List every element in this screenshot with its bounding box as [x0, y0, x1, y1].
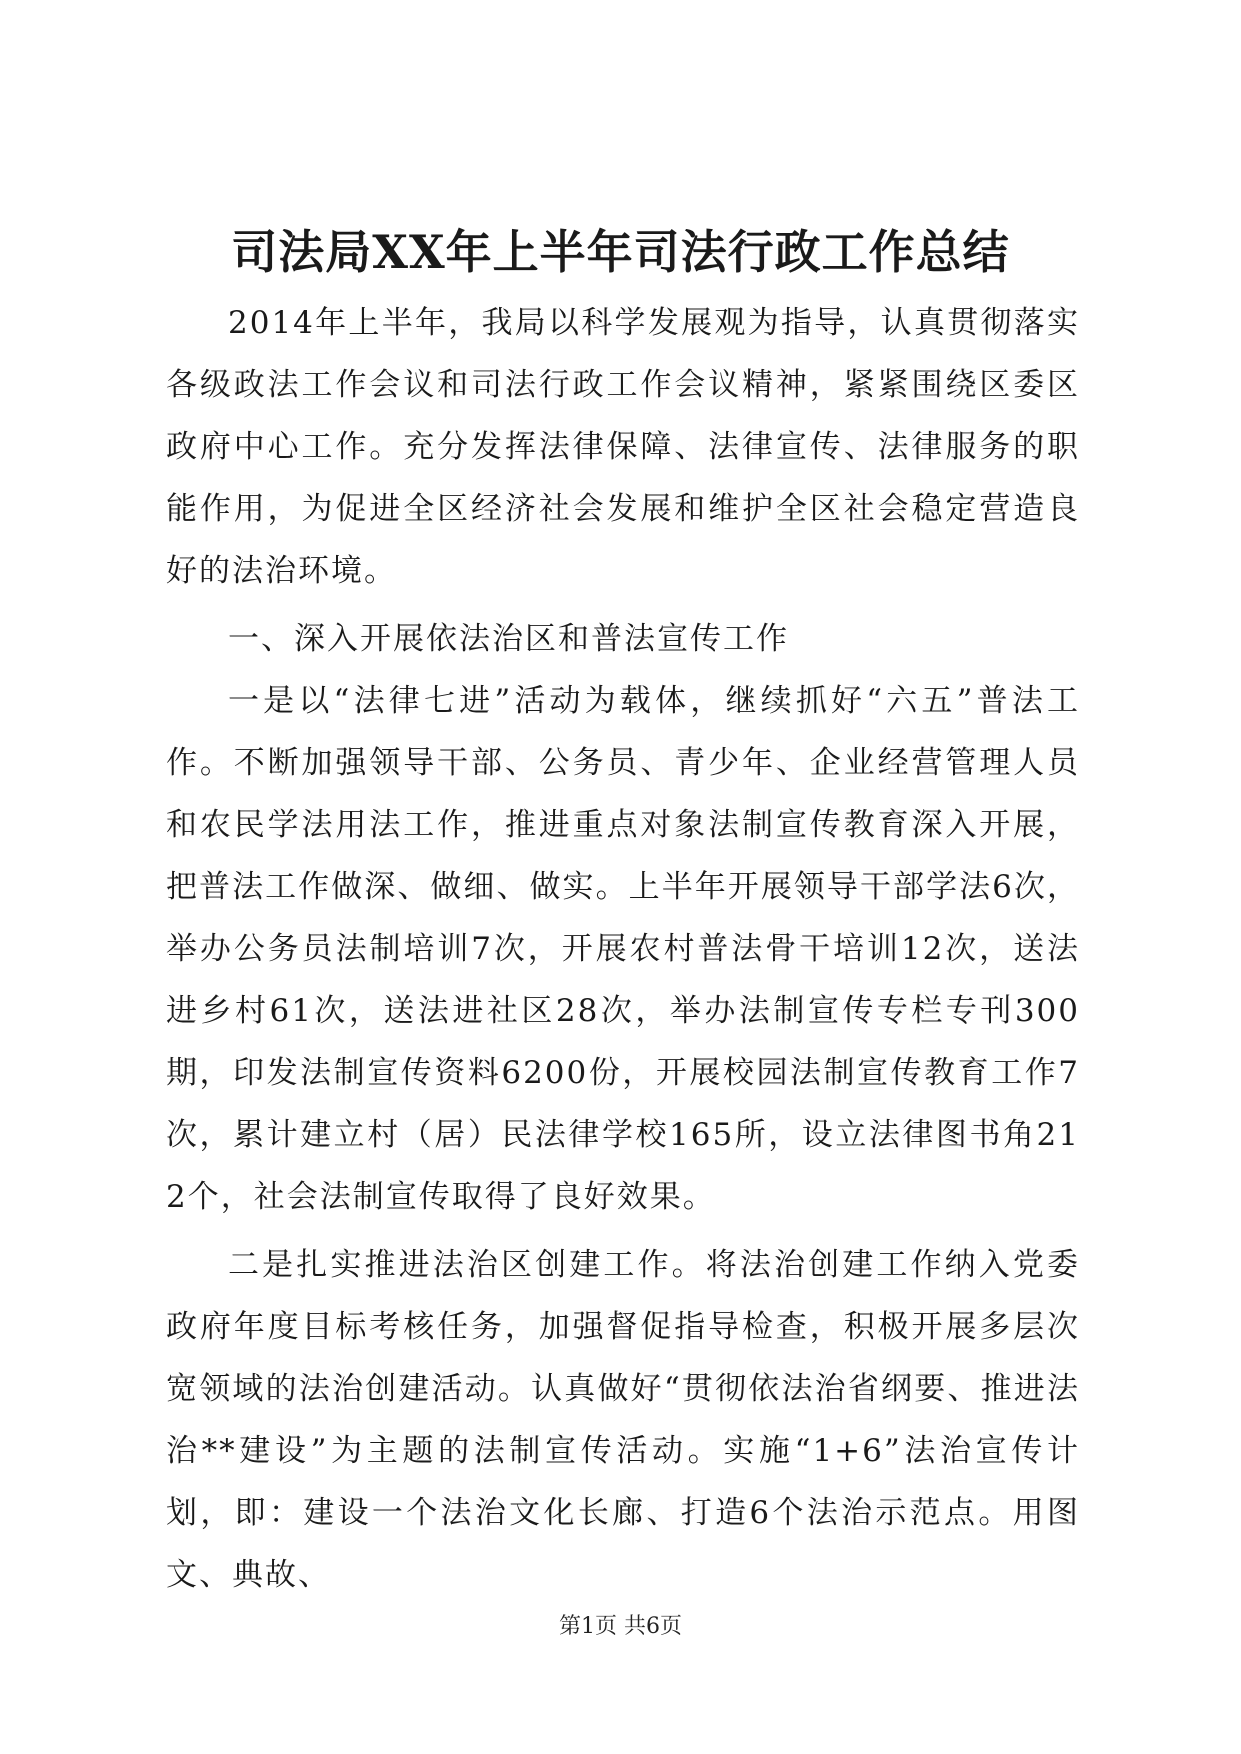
- document-body: [166, 292, 1080, 1606]
- body-paragraph: 二是扎实推进法治区创建工作。将法治创建工作纳入党委政府年度目标考核任务，加强督促指导检查，积极开展多层次宽领域的法治创建活动。认真做好“贯彻依法治省纲要、推进法治**建设”为主题的法制宣传活动。实施“1+6”法治宣传计划，即：建设一个法治文化长廊、打造6个法治示范点。用图文、典故、: [166, 1247, 1080, 1593]
- document-title: 司法局XX年上半年司法行政工作总结: [231, 225, 1010, 279]
- intro-paragraph: 2014年上半年，我局以科学发展观为指导，认真贯彻落实各级政法工作会议和司法行政工作会议精神，紧紧围绕区委区政府中心工作。充分发挥法律保障、法律宣传、法律服务的职能作用，为促进全区经济社会发展和维护全区社会稳定营造良好的法治环境。: [166, 305, 1080, 589]
- page-number: 第1页 共6页: [559, 1614, 682, 1639]
- section-heading: 一、深入开展依法治区和普法宣传工作: [228, 621, 789, 657]
- body-paragraph: 一是以“法律七进”活动为载体，继续抓好“六五”普法工作。不断加强领导干部、公务员、青少年、企业经营管理人员和农民学法用法工作，推进重点对象法制宣传教育深入开展，把普法工作做深、做细、做实。上半年开展领导干部学法6次，举办公务员法制培训7次，开展农村普法骨干培训12次，送法进乡村61次，送法进社区28次，举办法制宣传专栏专刊300期，印发法制宣传资料6200份，开展校园法制宣传教育工作7次，累计建立村（居）民法律学校165所，设立法律图书角212个，社会法制宣传取得了良好效果。: [166, 683, 1080, 1215]
